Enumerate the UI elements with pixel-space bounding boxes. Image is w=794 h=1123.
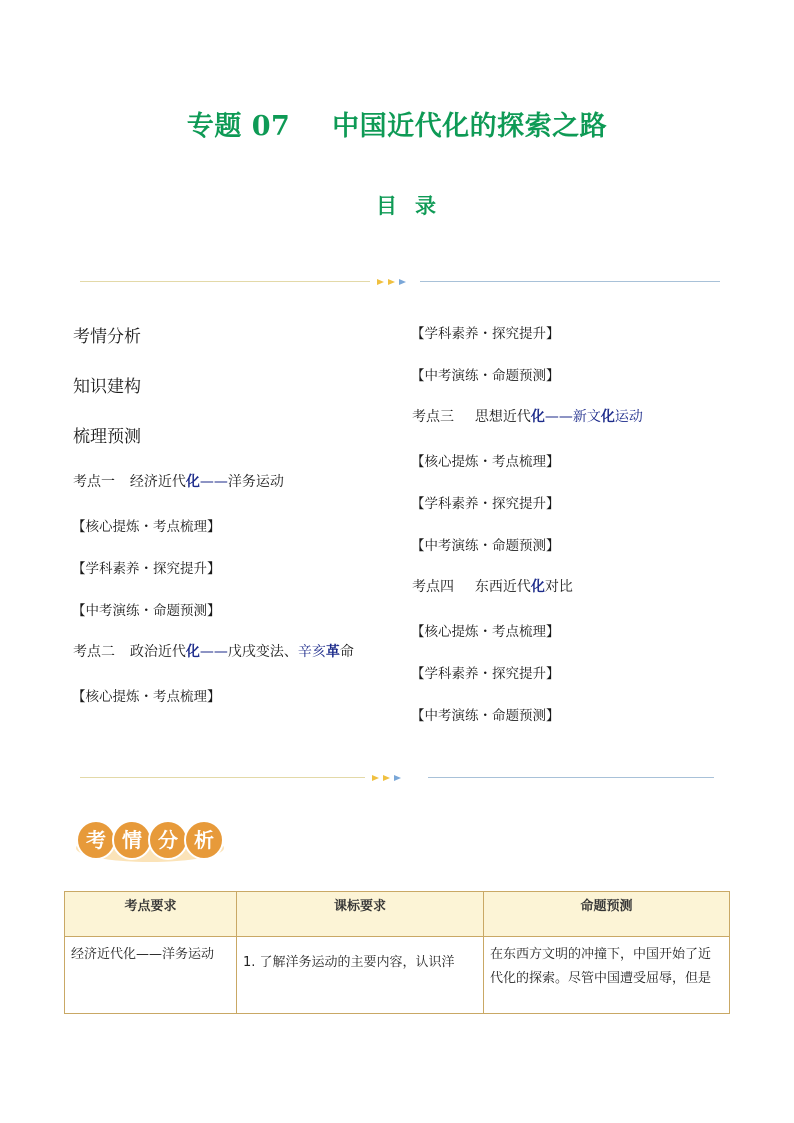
kaodian-2-dash: —— — [199, 644, 228, 660]
kaodian-2-prefix: 考点二 — [73, 644, 115, 660]
toc-kaodian-1[interactable] — [73, 471, 284, 491]
toc-k4-item-1[interactable]: 【核心提炼・考点梳理】 — [411, 624, 560, 640]
kaodian-3-hua: 化 — [530, 409, 545, 425]
kaodian-3-text-b: 新文 — [572, 409, 601, 425]
arrow-decoration-icon — [375, 277, 415, 287]
kaodian-3-hua2: 化 — [600, 409, 615, 425]
divider-top — [80, 277, 720, 287]
kaodian-1-prefix: 考点一 — [73, 474, 115, 490]
badge-char-3: 分 — [158, 828, 178, 852]
section-badge-kaoqing — [74, 818, 226, 864]
kaodian-4-text-a: 东西近代 — [474, 579, 531, 595]
toc-kaodian-3[interactable] — [412, 406, 643, 426]
badge-char-4: 析 — [194, 828, 214, 852]
table-header-kebiao: 课标要求 — [237, 892, 484, 937]
kaodian-2-text-e: 命 — [339, 644, 354, 660]
table-header-mingti: 命题预测 — [484, 892, 730, 937]
kaodian-2-hua: 化 — [185, 644, 200, 660]
kaodian-1-dash: —— — [199, 474, 228, 490]
table-cell-mingti: 在东西方文明的冲撞下，中国开始了近代化的探索。尽管中国遭受屈辱，但是 — [484, 937, 730, 1014]
toc-k3-item-3[interactable]: 【中考演练・命题预测】 — [411, 538, 560, 554]
table-row — [65, 937, 730, 1014]
kaodian-3-text-c: 运动 — [614, 409, 643, 425]
toc-k3-item-2[interactable]: 【学科素养・探究提升】 — [411, 496, 560, 512]
kaodian-3-text-a: 思想近代 — [474, 409, 531, 425]
table-header-kaodian: 考点要求 — [65, 892, 237, 937]
toc-k4-item-3[interactable]: 【中考演练・命题预测】 — [411, 708, 560, 724]
table-cell-kebiao: 1. 了解洋务运动的主要内容，认识洋 — [237, 937, 484, 1014]
kaoqing-table — [64, 891, 730, 1014]
toc-item-shuli[interactable]: 梳理预测 — [73, 427, 141, 447]
kaodian-1-text-b: 洋务运动 — [227, 474, 284, 490]
toc-k4-item-2[interactable]: 【学科素养・探究提升】 — [411, 666, 560, 682]
toc-heading: 目录 — [376, 194, 454, 218]
toc-k2-item-3[interactable]: 【中考演练・命题预测】 — [411, 368, 560, 384]
toc-k2-item-1[interactable]: 【核心提炼・考点梳理】 — [72, 689, 221, 705]
toc-kaodian-2[interactable] — [73, 641, 354, 661]
kaodian-3-prefix: 考点三 — [412, 409, 454, 425]
title-main: 中国近代化的探索之路 — [332, 111, 608, 142]
toc-k2-item-2[interactable]: 【学科素养・探究提升】 — [411, 326, 560, 342]
kaodian-4-hua: 化 — [530, 579, 545, 595]
toc-kaodian-4[interactable] — [412, 576, 573, 596]
toc-k3-item-1[interactable]: 【核心提炼・考点梳理】 — [411, 454, 560, 470]
kaodian-2-text-b: 戊戌变法、 — [227, 644, 298, 660]
title-number: 07 — [251, 111, 291, 142]
divider-bottom — [80, 773, 714, 783]
kaodian-2-text-a: 政治近代 — [129, 644, 186, 660]
title-prefix: 专题 — [186, 111, 242, 142]
toc-k1-item-1[interactable]: 【核心提炼・考点梳理】 — [72, 519, 221, 535]
kaodian-1-hua: 化 — [185, 474, 200, 490]
arrow-decoration-icon — [370, 773, 410, 783]
toc-k1-item-3[interactable]: 【中考演练・命题预测】 — [72, 603, 221, 619]
badge-char-1: 考 — [86, 828, 106, 852]
table-header-row — [65, 892, 730, 937]
toc-item-zhishi[interactable]: 知识建构 — [73, 377, 141, 397]
document-title — [0, 104, 794, 143]
kaodian-1-text-a: 经济近代 — [129, 474, 186, 490]
kaodian-2-text-c: 辛亥 — [297, 644, 326, 660]
table-cell-kaodian: 经济近代化——洋务运动 — [65, 937, 237, 1014]
kaodian-3-dash: —— — [544, 409, 573, 425]
kaodian-4-prefix: 考点四 — [412, 579, 454, 595]
toc-item-kaoqing[interactable]: 考情分析 — [73, 327, 141, 347]
toc-k1-item-2[interactable]: 【学科素养・探究提升】 — [72, 561, 221, 577]
badge-char-2: 情 — [122, 828, 142, 852]
kaodian-4-text-b: 对比 — [544, 579, 573, 595]
kaodian-2-text-d: 革 — [325, 644, 340, 660]
